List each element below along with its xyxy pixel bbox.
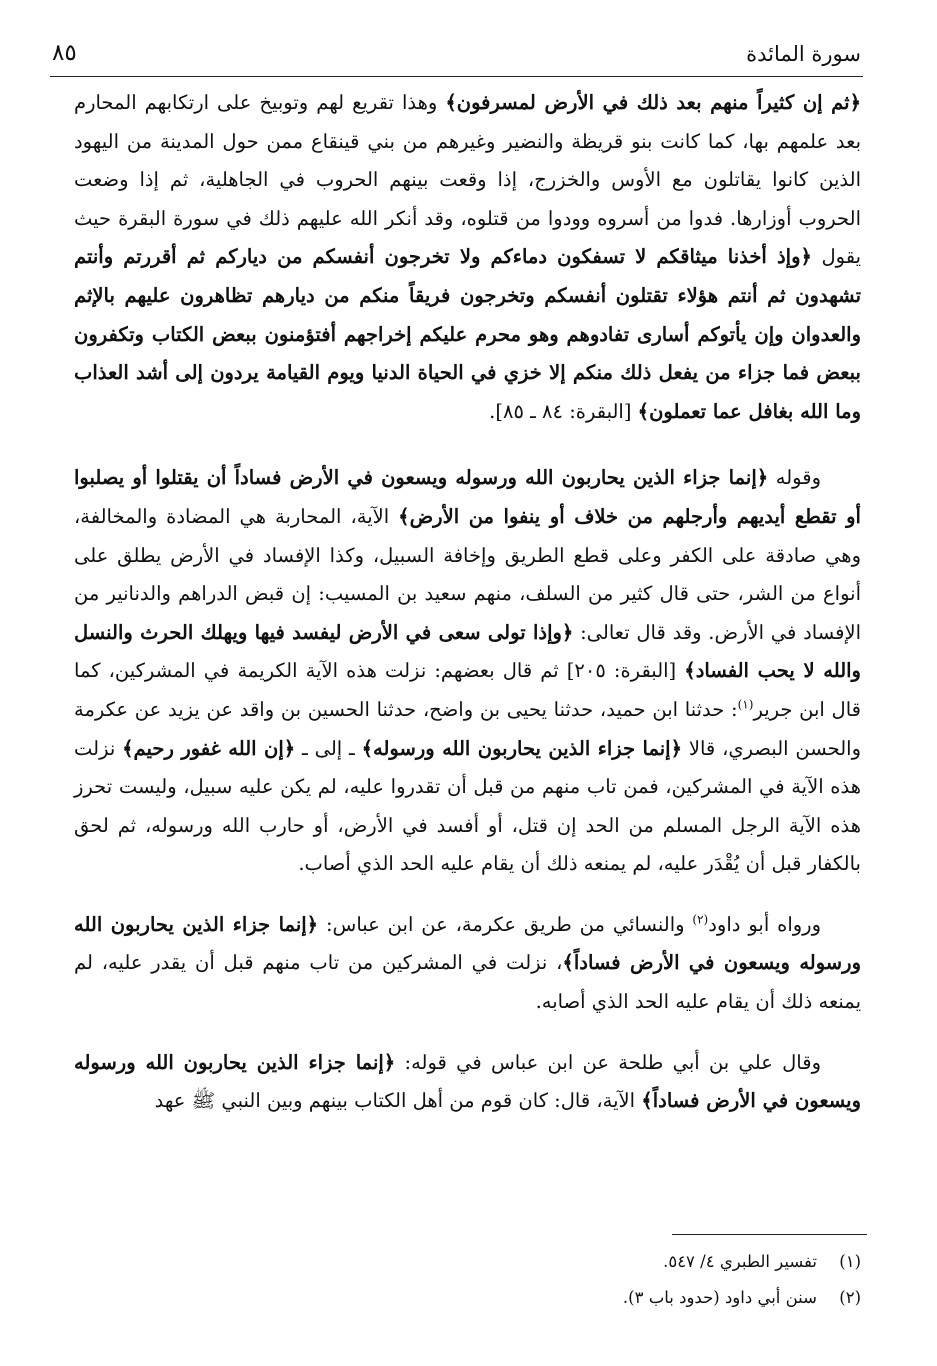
body-text: ، نزلت في المشركين من تاب منهم قبل أن يقدر عليه، لم يمنعه ذلك أن يقام عليه الحد الذي أصابه. (74, 951, 861, 1014)
footnote-text: سنن أبي داود (حدود باب ٣). (622, 1288, 817, 1307)
quran-verse: ﴿إنما جزاء الذين يحاربون الله ورسوله ويسعون في الأرض فساداً﴾ (74, 912, 861, 975)
footnote-text: تفسير الطبري ٤/ ٥٤٧. (663, 1252, 817, 1271)
footnote (261, 1244, 861, 1280)
footnotes (261, 1244, 861, 1316)
footnote (261, 1280, 861, 1316)
body-text: [البقرة: ٨٤ ـ ٨٥]. (489, 399, 638, 423)
quran-verse: ﴿إنما جزاء الذين يحاربون الله ورسوله ويسعون في الأرض فساداً أن يقتلوا أو يصلبوا أو تقطع أيديهم وأرجلهم من خلاف أو ينفوا من الأرض﴾ (74, 466, 861, 528)
paragraph (74, 1044, 861, 1121)
page-header (52, 38, 861, 74)
body-text: : حدثنا ابن حميد، حدثنا يحيى بن واضح، حدثنا الحسين بن واقد عن يزيد عن عكرمة والحسن البصري، قالا (74, 697, 861, 760)
quran-verse: ﴿إن الله غفور رحيم﴾ (122, 736, 296, 760)
quran-verse: ﴿إنما جزاء الذين يحاربون الله ورسوله﴾ (361, 736, 683, 760)
quran-verse: ﴿وإذ أخذنا ميثاقكم لا تسفكون دماءكم ولا تخرجون أنفسكم من دياركم ثم أقررتم وأنتم تشهدون ثم أنتم هؤلاء تقتلون أنفسكم وتخرجون فريقاً منكم من ديارهم تظاهرون عليهم بالإثم والعدوان وإن يأتوكم أسارى تفادوهم وهو محرم عليكم إخراجهم أفتؤمنون ببعض الكتاب وتكفرون ببعض فما جزاء من يفعل ذلك منكم إلا خزي في الحياة الدنيا ويوم القيامة يردون إلى أشد العذاب وما الله بغافل عما تعملون﴾ (74, 245, 861, 423)
paragraph (74, 906, 861, 1022)
footnote-number: (١) (839, 1252, 861, 1271)
quran-verse: ﴿وإذا تولى سعى في الأرض ليفسد فيها ويهلك الحرث والنسل والله لا يحب الفساد﴾ (74, 620, 861, 683)
footnote-reference: (٢) (692, 912, 709, 927)
footnote-reference: (١) (737, 697, 754, 712)
paragraph (74, 459, 861, 884)
footnote-divider (672, 1234, 867, 1235)
footnote-number: (٢) (839, 1288, 861, 1307)
body-text: الآية، المحاربة هي المضادة والمخالفة، وهي صادقة على الكفر وعلى قطع الطريق وإخافة السبيل، وكذا الإفساد في الأرض يطلق على أنواع من الشر، حتى قال كثير من السلف، منهم سعيد بن المسيب: إن قبض الدراهم والدنانير من الإفساد في الأرض. وقد قال تعالى: (74, 504, 862, 644)
body-text: نزلت هذه الآية في المشركين، فمن تاب منهم من قبل أن تقدروا عليه، لم يكن عليه سبيل، وليست تحرز هذه الآية الرجل المسلم من الحد إن قتل، أو أفسد في الأرض، أو حارب الله ورسوله، ثم لحق بالكفار قبل أن يُقْدَر عليه، لم يمنعه ذلك أن يقام عليه الحد الذي أصاب. (74, 736, 861, 876)
body-text: الآية، قال: كان قوم من أهل الكتاب بينهم وبين النبي ﷺ عهد (154, 1089, 642, 1113)
body-text: وقال علي بن أبي طلحة عن ابن عباس في قوله: (395, 1050, 821, 1074)
page-number: ٨٥ (52, 40, 77, 66)
quran-verse: ﴿ثم إن كثيراً منهم بعد ذلك في الأرض لمسرفون﴾ (445, 91, 861, 114)
surah-title: سورة المائدة (746, 42, 861, 66)
body-text: والنسائي من طريق عكرمة، عن ابن عباس: (318, 912, 693, 936)
body-text: [البقرة: ٢٠٥] ثم قال بعضهم: نزلت هذه الآية الكريمة في المشركين، كما قال ابن جرير (74, 659, 861, 721)
body-text: وهذا تقريع لهم وتوبيخ على ارتكابهم المحارم بعد علمهم بها، كما كانت بنو قريظة والنضير وغيرهم من بني قينقاع ممن حول المدينة من اليهود الذين كانوا يقاتلون مع الأوس والخزرج، إذا وقعت بينهم الحروب في الجاهلية، ثم إذا وضعت الحروب أوزارها. فدوا من أسروه وودوا من قتلوه، وقد أنكر الله عليهم ذلك في سورة البقرة حيث يقول (74, 91, 861, 269)
page-body (74, 84, 861, 1143)
body-text: ورواه أبو داود (708, 912, 821, 936)
header-divider (50, 76, 863, 77)
quran-verse: ﴿إنما جزاء الذين يحاربون الله ورسوله ويسعون في الأرض فساداً﴾ (74, 1050, 861, 1113)
paragraph (74, 84, 861, 431)
body-text: ـ إلى ـ (295, 736, 362, 760)
body-text: وقوله (768, 466, 821, 490)
